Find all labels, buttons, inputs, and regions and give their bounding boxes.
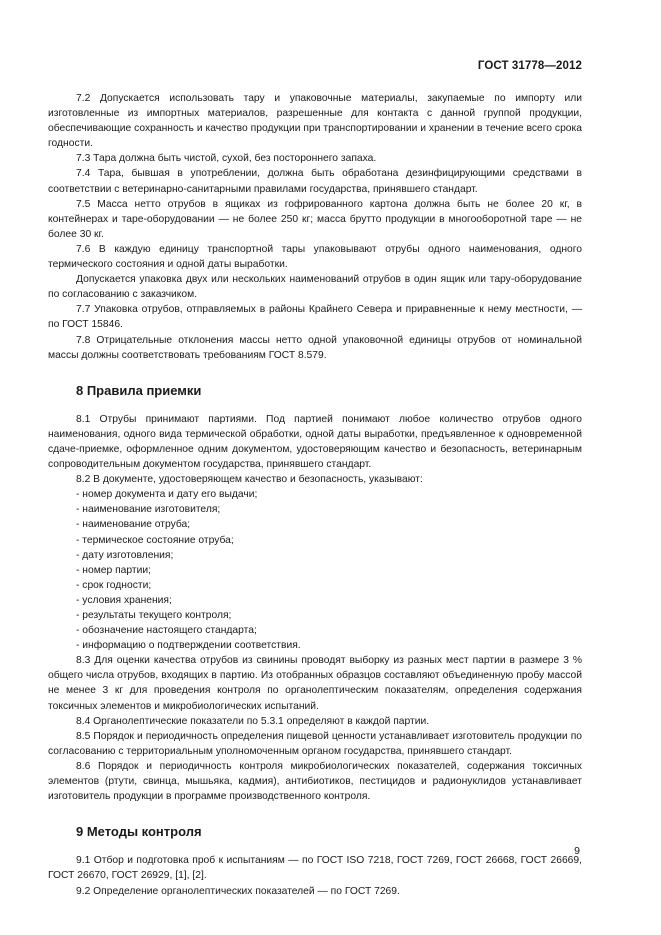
paragraph-7-5: 7.5 Масса нетто отрубов в ящиках из гофрированного картона должна быть не более 20 кг, в контейнерах и таре-оборудовании — не более 250 кг; масса брутто продукции в многооборотной таре — не более 30 кг.: [48, 198, 582, 240]
section-8-heading: 8 Правила приемки: [76, 382, 202, 398]
paragraph-8-5: 8.5 Порядок и периодичность определения пищевой ценности устанавливает изготовитель продукции по согласованию с территориальным уполномоченным органом государства, принявшего стандарт.: [48, 730, 582, 757]
paragraph-7-3: 7.3 Тара должна быть чистой, сухой, без постороннего запаха.: [76, 153, 377, 165]
list-item: - результаты текущего контроля;: [76, 610, 232, 621]
paragraph-8-4: 8.4 Органолептические показатели по 5.3.1 определяют в каждой партии.: [76, 715, 430, 727]
paragraph-8-3: 8.3 Для оценки качества отрубов из свинины проводят выборку из разных мест партии в размере 3 % общего числа отрубов, входящих в партию. Из отобранных образцов составляют объединенную пробу массой не менее 3 кг для проведения контроля по органолептическим показателям, определения содержания токсичных элементов и микробиологических испытаний.: [48, 655, 582, 712]
section-9-heading: 9 Методы контроля: [76, 824, 202, 840]
list-item: - обозначение настоящего стандарта;: [76, 625, 257, 637]
page-number: 9: [574, 845, 580, 857]
paragraph-8-1: 8.1 Отрубы принимают партиями. Под партией понимают любое количество отрубов одного наименования, одного вида термической обработки, одной даты выработки, предъявленное к одновременной сдаче-приемке, оформленное одним документом, удостоверяющим качество и безопасность, ветеринарным сопроводительным документом государства, принявшего стандарт.: [48, 413, 582, 471]
paragraph-7-6-note: Допускается упаковка двух или нескольких наименований отрубов в один ящик или тару-оборудование по согласованию с заказчиком.: [48, 274, 582, 301]
list-item: - дату изготовления;: [76, 549, 174, 561]
paragraph-7-7: 7.7 Упаковка отрубов, отправляемых в районы Крайнего Севера и приравненные к нему местности, — по ГОСТ 15846.: [48, 304, 582, 331]
paragraph-8-2: 8.2 В документе, удостоверяющем качество и безопасность, указывают:: [76, 474, 423, 486]
list-item: - информацию о подтверждении соответствия.: [76, 640, 301, 652]
list-item: - наименование отруба;: [76, 519, 191, 531]
paragraph-7-8: 7.8 Отрицательные отклонения массы нетто одной упаковочной единицы отрубов от номинальной массы должны соответствовать требованиям ГОСТ 8.579.: [48, 334, 582, 361]
document-header: ГОСТ 31778—2012: [477, 60, 582, 72]
paragraph-8-6: 8.6 Порядок и периодичность контроля микробиологических показателей, содержания токсичных элементов (ртути, свинца, мышьяка, кадмия), антибиотиков, пестицидов и радионуклидов устанавливает изготовитель продукции в программе производственного контроля.: [48, 760, 582, 803]
paragraph-9-2: 9.2 Определение органолептических показателей — по ГОСТ 7269.: [76, 885, 400, 897]
list-item: - условия хранения;: [76, 594, 172, 606]
list-item: - номер партии;: [76, 564, 151, 576]
list-item: - срок годности;: [76, 579, 152, 591]
list-item: - номер документа и дату его выдачи;: [76, 489, 258, 501]
document-body: [48, 91, 582, 899]
paragraph-9-1: 9.1 Отбор и подготовка проб к испытаниям — по ГОСТ ISO 7218, ГОСТ 7269, ГОСТ 26668, ГОСТ 26669, ГОСТ 26670, ГОСТ 26929, [1], [2].: [48, 855, 582, 882]
paragraph-7-2: 7.2 Допускается использовать тару и упаковочные материалы, закупаемые по импорту или изготовленные из импортных материалов, разрешенные для контакта с данной группой продукции, обеспечивающие сохранность и качество продукции при транспортировании и хранении в течение всего срока годности.: [48, 93, 582, 150]
list-item: - термическое состояние отруба;: [76, 534, 234, 546]
paragraph-7-6: 7.6 В каждую единицу транспортной тары упаковывают отрубы одного наименования, одного термического состояния и одной даты выработки.: [48, 243, 582, 271]
paragraph-7-4: 7.4 Тара, бывшая в употреблении, должна быть обработана дезинфицирующими средствами в соответствии с ветеринарно-санитарными правилами государства, принявшего стандарт.: [48, 168, 582, 195]
list-item: - наименование изготовителя;: [76, 504, 221, 516]
